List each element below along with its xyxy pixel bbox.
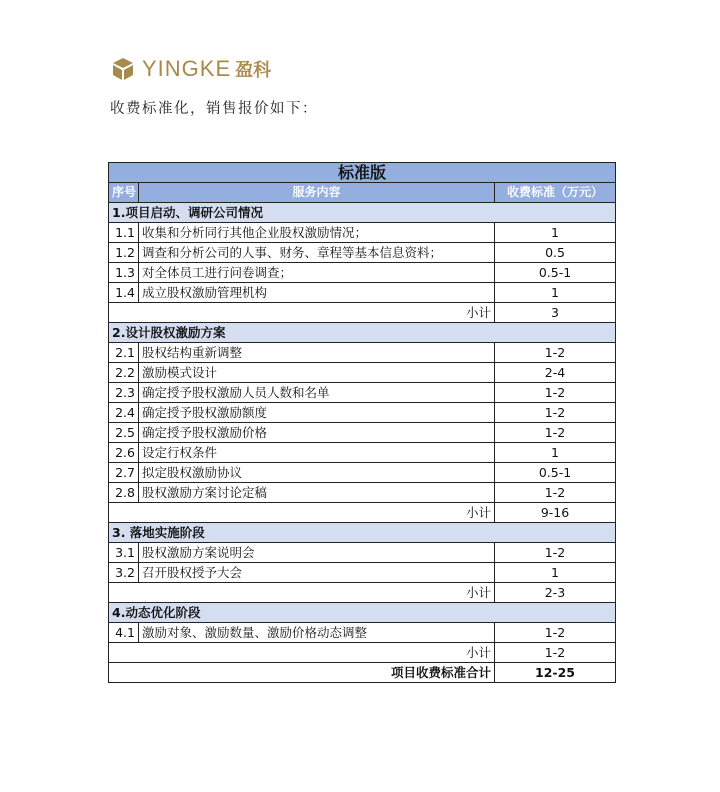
item-fee: 1-2 [495,543,616,563]
item-content: 拟定股权激励协议 [139,463,495,483]
item-number: 2.7 [109,463,139,483]
section-title: 3. 落地实施阶段 [109,523,616,543]
table-row [109,623,616,643]
section-row [109,323,616,343]
table-row [109,563,616,583]
item-number: 3.1 [109,543,139,563]
section-row [109,603,616,623]
item-number: 2.3 [109,383,139,403]
item-fee: 1-2 [495,623,616,643]
item-fee: 1-2 [495,383,616,403]
total-label: 项目收费标准合计 [109,663,495,683]
item-content: 成立股权激励管理机构 [139,283,495,303]
brand-name: YINGKE [142,56,232,81]
section-title: 1.项目启动、调研公司情况 [109,203,616,223]
item-number: 2.8 [109,483,139,503]
item-fee: 1 [495,223,616,243]
item-number: 2.4 [109,403,139,423]
table-row [109,343,616,363]
table-row [109,363,616,383]
pricing-table [108,162,616,683]
item-number: 2.2 [109,363,139,383]
subtotal-row [109,583,616,603]
item-content: 激励模式设计 [139,363,495,383]
subtotal-row [109,643,616,663]
item-content: 股权结构重新调整 [139,343,495,363]
item-content: 设定行权条件 [139,443,495,463]
section-title: 2.设计股权激励方案 [109,323,616,343]
subtotal-label: 小计 [109,643,495,663]
item-number: 4.1 [109,623,139,643]
item-fee: 1 [495,283,616,303]
total-value: 12-25 [495,663,616,683]
item-content: 股权激励方案说明会 [139,543,495,563]
item-fee: 1-2 [495,343,616,363]
item-number: 1.2 [109,243,139,263]
item-content: 确定授予股权激励人员人数和名单 [139,383,495,403]
item-fee: 1-2 [495,483,616,503]
table-row [109,263,616,283]
item-fee: 0.5-1 [495,263,616,283]
table-row [109,443,616,463]
section-title: 4.动态优化阶段 [109,603,616,623]
table-row [109,283,616,303]
table-title-row [109,163,616,183]
subtotal-row [109,303,616,323]
section-row [109,203,616,223]
header-seq: 序号 [109,183,139,203]
brand-name-cn: 盈科 [235,60,272,81]
item-content: 确定授予股权激励额度 [139,403,495,423]
table-row [109,243,616,263]
item-content: 确定授予股权激励价格 [139,423,495,443]
cube-logo-icon [110,56,136,82]
table-row [109,223,616,243]
table-row [109,403,616,423]
table-title: 标准版 [109,163,616,183]
subtotal-label: 小计 [109,503,495,523]
item-content: 召开股权授予大会 [139,563,495,583]
intro-text: 收费标准化，销售报价如下： [110,101,318,117]
item-number: 2.1 [109,343,139,363]
table-row [109,463,616,483]
table-header-row [109,183,616,203]
item-fee: 1-2 [495,403,616,423]
subtotal-row [109,503,616,523]
subtotal-value: 9-16 [495,503,616,523]
item-number: 2.6 [109,443,139,463]
item-content: 激励对象、激励数量、激励价格动态调整 [139,623,495,643]
item-content: 股权激励方案讨论定稿 [139,483,495,503]
subtotal-label: 小计 [109,303,495,323]
item-content: 对全体员工进行问卷调查； [139,263,495,283]
item-fee: 1 [495,563,616,583]
table-row [109,543,616,563]
item-fee: 0.5-1 [495,463,616,483]
item-fee: 1 [495,443,616,463]
brand-logo [110,54,271,84]
item-number: 2.5 [109,423,139,443]
item-number: 1.1 [109,223,139,243]
item-fee: 1-2 [495,423,616,443]
subtotal-label: 小计 [109,583,495,603]
table-row [109,383,616,403]
item-fee: 0.5 [495,243,616,263]
total-row [109,663,616,683]
table-row [109,483,616,503]
item-fee: 2-4 [495,363,616,383]
header-content: 服务内容 [139,183,495,203]
subtotal-value: 3 [495,303,616,323]
item-content: 收集和分析同行其他企业股权激励情况； [139,223,495,243]
item-number: 1.3 [109,263,139,283]
item-content: 调查和分析公司的人事、财务、章程等基本信息资料； [139,243,495,263]
header-fee: 收费标准（万元） [495,183,616,203]
item-number: 1.4 [109,283,139,303]
item-number: 3.2 [109,563,139,583]
subtotal-value: 2-3 [495,583,616,603]
table-row [109,423,616,443]
subtotal-value: 1-2 [495,643,616,663]
section-row [109,523,616,543]
